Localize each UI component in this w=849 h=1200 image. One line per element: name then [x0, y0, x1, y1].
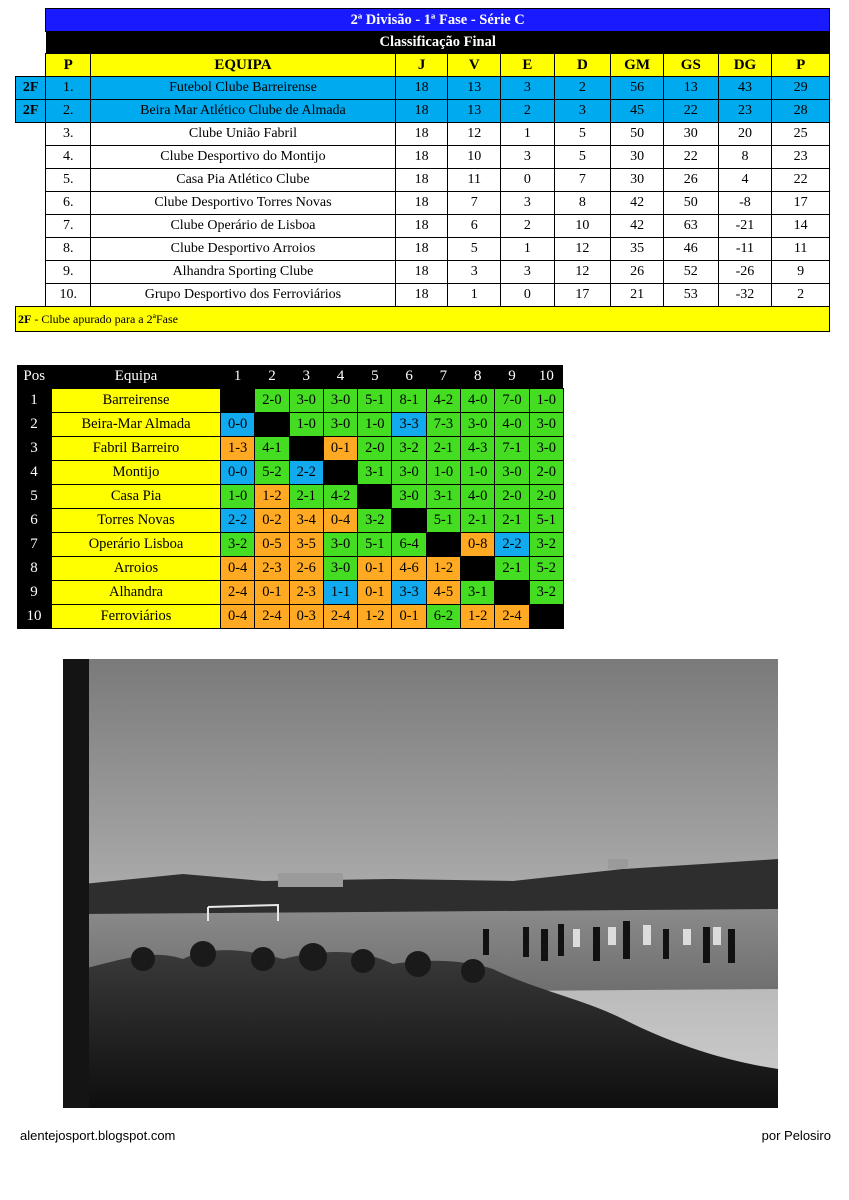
standings-cell-played: 18 — [395, 169, 448, 192]
results-col-9: 9 — [495, 365, 529, 389]
standings-subtitle: Classificação Final — [46, 32, 830, 54]
standings-cell-goal-diff: 4 — [718, 169, 772, 192]
results-cell-score: 2-0 — [255, 389, 289, 413]
standings-cell-draws: 1 — [501, 123, 555, 146]
standings-cell-played: 18 — [395, 77, 448, 100]
results-cell-score: 0-2 — [255, 509, 289, 533]
standings-cell-draws: 3 — [501, 192, 555, 215]
results-cell-score: 3-3 — [392, 413, 426, 437]
results-cell-score: 4-3 — [461, 437, 495, 461]
results-cell-score: 0-1 — [323, 437, 357, 461]
results-cell-blank — [461, 557, 495, 581]
results-cell-score: 2-0 — [358, 437, 392, 461]
results-cell-score: 4-0 — [461, 389, 495, 413]
standings-row — [16, 261, 830, 284]
results-cell-score: 3-2 — [221, 533, 255, 557]
results-row — [17, 533, 563, 557]
qualified-badge — [16, 238, 46, 261]
results-cell-score: 3-5 — [289, 533, 323, 557]
results-cell-score: 2-2 — [289, 461, 323, 485]
standings-header-row — [16, 54, 830, 77]
standings-cell-pos: 7. — [46, 215, 91, 238]
results-cell-score: 3-1 — [358, 461, 392, 485]
col-header-team: EQUIPA — [91, 54, 396, 77]
results-row-team: Beira-Mar Almada — [52, 413, 221, 437]
standings-row — [16, 284, 830, 307]
results-cell-score: 3-2 — [529, 533, 563, 557]
standings-row — [16, 123, 830, 146]
standings-cell-draws: 0 — [501, 284, 555, 307]
footer-author: por Pelosiro — [761, 1128, 831, 1143]
results-cell-score: 5-1 — [426, 509, 460, 533]
standings-cell-goals-for: 45 — [611, 100, 664, 123]
standings-cell-goal-diff: 20 — [718, 123, 772, 146]
standings-cell-draws: 2 — [501, 215, 555, 238]
results-cell-score: 1-0 — [426, 461, 460, 485]
results-row-pos: 8 — [17, 557, 52, 581]
standings-cell-team: Beira Mar Atlético Clube de Almada — [91, 100, 396, 123]
standings-row — [16, 146, 830, 169]
results-cell-score: 0-8 — [461, 533, 495, 557]
standings-cell-draws: 0 — [501, 169, 555, 192]
standings-cell-team: Clube Operário de Lisboa — [91, 215, 396, 238]
results-cell-score: 0-1 — [392, 605, 426, 629]
standings-cell-losses: 2 — [554, 77, 611, 100]
results-cell-score: 4-0 — [495, 413, 529, 437]
standings-cell-pos: 1. — [46, 77, 91, 100]
standings-cell-goals-against: 52 — [663, 261, 718, 284]
results-cell-score: 3-0 — [461, 413, 495, 437]
standings-cell-goal-diff: 43 — [718, 77, 772, 100]
standings-cell-wins: 13 — [448, 100, 501, 123]
standings-cell-goals-against: 46 — [663, 238, 718, 261]
results-cell-score: 1-2 — [426, 557, 460, 581]
results-cell-score: 2-3 — [289, 581, 323, 605]
results-cell-blank — [221, 389, 255, 413]
standings-cell-wins: 7 — [448, 192, 501, 215]
standings-cell-draws: 2 — [501, 100, 555, 123]
results-row-pos: 9 — [17, 581, 52, 605]
standings-cell-losses: 17 — [554, 284, 611, 307]
results-row — [17, 461, 563, 485]
results-cell-score: 3-0 — [529, 413, 563, 437]
results-cell-score: 7-3 — [426, 413, 460, 437]
qualified-badge — [16, 284, 46, 307]
qualified-badge — [16, 146, 46, 169]
results-cell-score: 3-2 — [392, 437, 426, 461]
results-cell-score: 1-2 — [255, 485, 289, 509]
standings-row — [16, 238, 830, 261]
results-cell-blank — [426, 533, 460, 557]
results-cell-score: 4-0 — [461, 485, 495, 509]
results-cell-score: 0-1 — [358, 581, 392, 605]
standings-cell-losses: 12 — [554, 238, 611, 261]
standings-row — [16, 100, 830, 123]
results-col-10: 10 — [529, 365, 563, 389]
results-cell-score: 5-1 — [358, 533, 392, 557]
standings-cell-wins: 5 — [448, 238, 501, 261]
results-row-team: Montijo — [52, 461, 221, 485]
standings-row — [16, 77, 830, 100]
results-cell-score: 3-2 — [358, 509, 392, 533]
results-row — [17, 581, 563, 605]
results-cell-score: 3-0 — [529, 437, 563, 461]
results-cell-score: 3-0 — [392, 461, 426, 485]
results-row-pos: 7 — [17, 533, 52, 557]
results-cell-score: 4-5 — [426, 581, 460, 605]
results-cell-score: 2-1 — [495, 509, 529, 533]
results-row-team: Arroios — [52, 557, 221, 581]
standings-cell-wins: 11 — [448, 169, 501, 192]
col-header-e: E — [501, 54, 555, 77]
results-cell-score: 1-0 — [461, 461, 495, 485]
results-row-pos: 6 — [17, 509, 52, 533]
standings-cell-team: Clube Desportivo Arroios — [91, 238, 396, 261]
qualified-badge — [16, 192, 46, 215]
qualified-badge: 2F — [16, 100, 46, 123]
standings-cell-played: 18 — [395, 146, 448, 169]
standings-cell-losses: 7 — [554, 169, 611, 192]
results-header-pos: Pos — [17, 365, 52, 389]
standings-cell-losses: 3 — [554, 100, 611, 123]
results-cell-score: 2-6 — [289, 557, 323, 581]
results-cell-score: 3-4 — [289, 509, 323, 533]
results-cell-score: 1-2 — [358, 605, 392, 629]
standings-cell-played: 18 — [395, 192, 448, 215]
results-row — [17, 509, 563, 533]
results-row-pos: 2 — [17, 413, 52, 437]
standings-cell-pos: 9. — [46, 261, 91, 284]
standings-cell-pos: 5. — [46, 169, 91, 192]
results-cell-score: 0-4 — [221, 605, 255, 629]
standings-cell-goals-for: 50 — [611, 123, 664, 146]
standings-cell-points: 28 — [772, 100, 830, 123]
standings-cell-goal-diff: -8 — [718, 192, 772, 215]
standings-cell-pos: 4. — [46, 146, 91, 169]
standings-cell-goals-against: 50 — [663, 192, 718, 215]
results-cell-blank — [289, 437, 323, 461]
results-row-pos: 5 — [17, 485, 52, 509]
standings-cell-goals-for: 42 — [611, 215, 664, 238]
standings-cell-pos: 2. — [46, 100, 91, 123]
standings-cell-wins: 12 — [448, 123, 501, 146]
standings-cell-team: Clube União Fabril — [91, 123, 396, 146]
standings-cell-goals-against: 22 — [663, 100, 718, 123]
results-cell-blank — [495, 581, 529, 605]
col-header-gm: GM — [611, 54, 664, 77]
standings-cell-team: Clube Desportivo do Montijo — [91, 146, 396, 169]
col-header-gs: GS — [663, 54, 718, 77]
standings-cell-team: Grupo Desportivo dos Ferroviários — [91, 284, 396, 307]
results-cell-score: 2-4 — [323, 605, 357, 629]
standings-cell-goals-against: 26 — [663, 169, 718, 192]
standings-cell-goals-for: 26 — [611, 261, 664, 284]
standings-cell-played: 18 — [395, 123, 448, 146]
standings-cell-points: 9 — [772, 261, 830, 284]
legend-badge: 2F — [18, 311, 32, 326]
qualified-badge — [16, 123, 46, 146]
results-cell-score: 2-1 — [495, 557, 529, 581]
results-col-4: 4 — [323, 365, 357, 389]
results-matrix — [17, 365, 564, 629]
results-cell-score: 0-4 — [323, 509, 357, 533]
standings-cell-points: 14 — [772, 215, 830, 238]
results-cell-score: 6-4 — [392, 533, 426, 557]
standings-cell-points: 25 — [772, 123, 830, 146]
standings-cell-team: Futebol Clube Barreirense — [91, 77, 396, 100]
results-cell-score: 7-1 — [495, 437, 529, 461]
standings-cell-losses: 10 — [554, 215, 611, 238]
standings-cell-wins: 13 — [448, 77, 501, 100]
results-cell-score: 0-1 — [255, 581, 289, 605]
standings-cell-losses: 12 — [554, 261, 611, 284]
results-cell-score: 0-4 — [221, 557, 255, 581]
results-cell-score: 5-1 — [529, 509, 563, 533]
standings-cell-played: 18 — [395, 261, 448, 284]
results-cell-score: 1-0 — [289, 413, 323, 437]
col-header-d: D — [554, 54, 611, 77]
results-cell-score: 4-2 — [323, 485, 357, 509]
standings-cell-draws: 1 — [501, 238, 555, 261]
results-cell-blank — [529, 605, 563, 629]
standings-cell-goals-against: 22 — [663, 146, 718, 169]
standings-cell-goal-diff: -11 — [718, 238, 772, 261]
standings-table — [15, 8, 830, 332]
results-cell-score: 7-0 — [495, 389, 529, 413]
results-header-team: Equipa — [52, 365, 221, 389]
standings-cell-team: Alhandra Sporting Clube — [91, 261, 396, 284]
standings-legend — [16, 307, 830, 332]
results-header-row — [17, 365, 563, 389]
results-cell-score: 3-1 — [461, 581, 495, 605]
legend-text: - Clube apurado para a 2ªFase — [31, 311, 178, 326]
standings-cell-draws: 3 — [501, 77, 555, 100]
results-cell-score: 0-5 — [255, 533, 289, 557]
standings-cell-goal-diff: 23 — [718, 100, 772, 123]
standings-row — [16, 192, 830, 215]
results-cell-blank — [358, 485, 392, 509]
results-row-team: Ferroviários — [52, 605, 221, 629]
standings-title: 2ª Divisão - 1ª Fase - Série C — [46, 9, 830, 32]
standings-row — [16, 215, 830, 238]
standings-cell-played: 18 — [395, 100, 448, 123]
results-cell-score: 1-0 — [529, 389, 563, 413]
results-col-3: 3 — [289, 365, 323, 389]
results-row-team: Barreirense — [52, 389, 221, 413]
results-col-8: 8 — [461, 365, 495, 389]
standings-cell-played: 18 — [395, 238, 448, 261]
standings-cell-wins: 3 — [448, 261, 501, 284]
results-col-6: 6 — [392, 365, 426, 389]
results-row-pos: 1 — [17, 389, 52, 413]
standings-cell-losses: 5 — [554, 146, 611, 169]
standings-cell-team: Clube Desportivo Torres Novas — [91, 192, 396, 215]
standings-cell-goals-for: 30 — [611, 146, 664, 169]
standings-cell-goal-diff: -26 — [718, 261, 772, 284]
standings-cell-goals-for: 21 — [611, 284, 664, 307]
results-cell-score: 2-2 — [495, 533, 529, 557]
results-cell-score: 2-2 — [221, 509, 255, 533]
standings-cell-losses: 5 — [554, 123, 611, 146]
standings-cell-pos: 3. — [46, 123, 91, 146]
results-cell-blank — [392, 509, 426, 533]
standings-cell-played: 18 — [395, 215, 448, 238]
results-cell-score: 2-4 — [495, 605, 529, 629]
standings-cell-goal-diff: -32 — [718, 284, 772, 307]
results-cell-score: 1-0 — [358, 413, 392, 437]
standings-cell-points: 17 — [772, 192, 830, 215]
results-cell-score: 4-1 — [255, 437, 289, 461]
results-row-pos: 4 — [17, 461, 52, 485]
standings-cell-points: 2 — [772, 284, 830, 307]
qualified-badge — [16, 215, 46, 238]
results-row-team: Casa Pia — [52, 485, 221, 509]
results-col-5: 5 — [358, 365, 392, 389]
results-cell-score: 8-1 — [392, 389, 426, 413]
results-cell-score: 0-1 — [358, 557, 392, 581]
results-cell-score: 0-3 — [289, 605, 323, 629]
results-cell-score: 2-0 — [529, 461, 563, 485]
results-col-7: 7 — [426, 365, 460, 389]
results-cell-score: 4-2 — [426, 389, 460, 413]
results-row-team: Operário Lisboa — [52, 533, 221, 557]
results-row-team: Torres Novas — [52, 509, 221, 533]
standings-cell-goals-against: 63 — [663, 215, 718, 238]
results-cell-score: 1-0 — [221, 485, 255, 509]
stadium-photo — [63, 659, 778, 1108]
results-cell-score: 3-0 — [323, 533, 357, 557]
results-cell-score: 6-2 — [426, 605, 460, 629]
standings-cell-goal-diff: -21 — [718, 215, 772, 238]
results-cell-score: 5-2 — [529, 557, 563, 581]
results-cell-score: 3-1 — [426, 485, 460, 509]
results-cell-score: 3-0 — [495, 461, 529, 485]
standings-cell-wins: 10 — [448, 146, 501, 169]
results-row — [17, 437, 563, 461]
results-row-pos: 3 — [17, 437, 52, 461]
col-header-pos: P — [46, 54, 91, 77]
results-cell-blank — [255, 413, 289, 437]
standings-cell-draws: 3 — [501, 261, 555, 284]
col-header-points: P — [772, 54, 830, 77]
standings-cell-goal-diff: 8 — [718, 146, 772, 169]
results-cell-score: 2-1 — [461, 509, 495, 533]
standings-cell-goals-for: 42 — [611, 192, 664, 215]
standings-cell-points: 11 — [772, 238, 830, 261]
results-cell-score: 3-3 — [392, 581, 426, 605]
results-row-pos: 10 — [17, 605, 52, 629]
results-cell-score: 2-1 — [426, 437, 460, 461]
standings-cell-goals-for: 56 — [611, 77, 664, 100]
results-cell-score: 3-0 — [323, 413, 357, 437]
results-cell-score: 2-4 — [255, 605, 289, 629]
standings-cell-draws: 3 — [501, 146, 555, 169]
standings-cell-points: 22 — [772, 169, 830, 192]
qualified-badge: 2F — [16, 77, 46, 100]
standings-cell-goals-against: 53 — [663, 284, 718, 307]
results-row-team: Alhandra — [52, 581, 221, 605]
col-header-v: V — [448, 54, 501, 77]
standings-cell-wins: 6 — [448, 215, 501, 238]
col-header-dg: DG — [718, 54, 772, 77]
results-row — [17, 389, 563, 413]
standings-cell-goals-for: 30 — [611, 169, 664, 192]
col-header-j: J — [395, 54, 448, 77]
qualified-badge — [16, 169, 46, 192]
results-row — [17, 557, 563, 581]
qualified-badge — [16, 261, 46, 284]
results-cell-score: 1-3 — [221, 437, 255, 461]
results-cell-blank — [323, 461, 357, 485]
results-cell-score: 5-1 — [358, 389, 392, 413]
results-row — [17, 413, 563, 437]
results-cell-score: 3-0 — [323, 389, 357, 413]
footer-site-url: alentejosport.blogspot.com — [20, 1128, 176, 1143]
standings-cell-pos: 10. — [46, 284, 91, 307]
results-col-1: 1 — [221, 365, 255, 389]
results-cell-score: 0-0 — [221, 461, 255, 485]
standings-cell-goals-against: 30 — [663, 123, 718, 146]
results-row — [17, 605, 563, 629]
standings-cell-goals-for: 35 — [611, 238, 664, 261]
results-cell-score: 2-4 — [221, 581, 255, 605]
standings-cell-goals-against: 13 — [663, 77, 718, 100]
standings-cell-wins: 1 — [448, 284, 501, 307]
standings-cell-points: 29 — [772, 77, 830, 100]
results-cell-score: 2-0 — [495, 485, 529, 509]
results-cell-score: 3-0 — [289, 389, 323, 413]
results-cell-score: 3-2 — [529, 581, 563, 605]
results-cell-score: 5-2 — [255, 461, 289, 485]
results-cell-score: 3-0 — [392, 485, 426, 509]
standings-cell-pos: 8. — [46, 238, 91, 261]
standings-row — [16, 169, 830, 192]
results-row-team: Fabril Barreiro — [52, 437, 221, 461]
results-cell-score: 3-0 — [323, 557, 357, 581]
standings-cell-losses: 8 — [554, 192, 611, 215]
results-cell-score: 1-2 — [461, 605, 495, 629]
results-cell-score: 2-1 — [289, 485, 323, 509]
standings-cell-points: 23 — [772, 146, 830, 169]
results-cell-score: 2-3 — [255, 557, 289, 581]
results-row — [17, 485, 563, 509]
standings-cell-played: 18 — [395, 284, 448, 307]
results-cell-score: 4-6 — [392, 557, 426, 581]
standings-cell-team: Casa Pia Atlético Clube — [91, 169, 396, 192]
results-cell-score: 1-1 — [323, 581, 357, 605]
results-cell-score: 0-0 — [221, 413, 255, 437]
standings-cell-pos: 6. — [46, 192, 91, 215]
results-cell-score: 2-0 — [529, 485, 563, 509]
results-col-2: 2 — [255, 365, 289, 389]
